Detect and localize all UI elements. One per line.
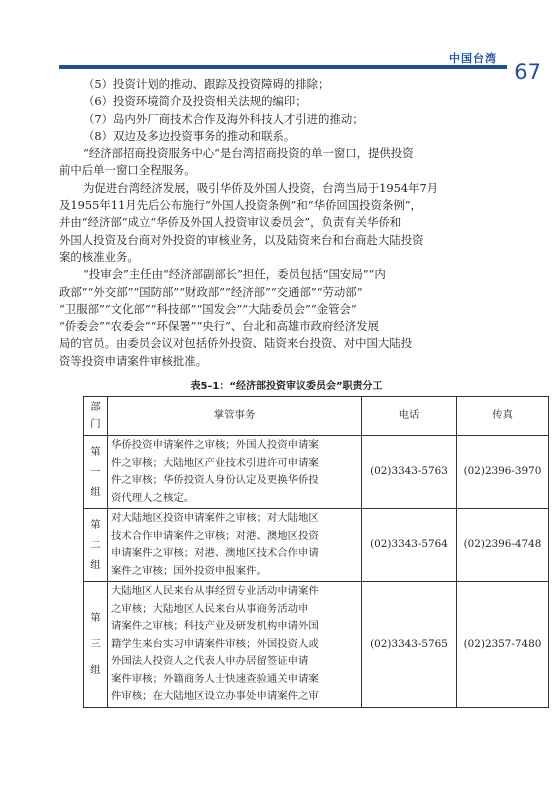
duty-line: 华侨投资申请案件之审核；外国人投资申请案 [111, 439, 319, 451]
dept-char: 第 [90, 519, 101, 531]
dept-cell [84, 436, 108, 509]
text-line: （5）投资计划的推动、跟踪及投资障碍的排除； [83, 77, 330, 91]
text-line: 外国人投资及台商对外投资的审核业务，以及陆资来台和台商赴大陆投资 [59, 232, 424, 247]
dept-char: 组 [90, 664, 101, 677]
dept-char: 第 [90, 446, 101, 458]
text-line: 及1955年11月先后公布施行“外国人投资条例”和“华侨回国投资条例”， [59, 198, 422, 213]
duty-line: 大陆地区人民来台从事经贸专业活动申请案件 [111, 585, 319, 597]
text-line: “侨委会”“农委会”“环保署”“央行”、台北和高雄市政府经济发展 [59, 319, 379, 334]
duty-line: 请案件之审核；科技产业及研发机构申请外国 [111, 620, 319, 632]
text-line: （8）双边及多边投资事务的推动和联系。 [83, 128, 296, 143]
duty-line: 之审核；大陆地区人民来台从事商务活动申 [111, 602, 309, 615]
duty-line: 技术合作申请案件之审核；对港、澳地区投资 [111, 529, 319, 542]
text-line: （7）岛内外厂商技术合作及海外科技人才引进的推动； [83, 111, 364, 126]
header-tel: 电话 [362, 397, 457, 436]
header-bar [59, 65, 507, 69]
duty-line: 件之审核；大陆地区产业技术引进许可申请案 [111, 456, 319, 469]
tel-cell: (02)3343-5763 [362, 436, 457, 509]
dept-char: 三 [90, 638, 101, 651]
fax-cell: (02)2396-4748 [457, 509, 549, 582]
duties-cell [108, 436, 362, 509]
text-line: “卫服部”“文化部”“科技部”“国发会”“大陆委员会”“金管会” [59, 301, 357, 316]
text-line: 局的官员。由委员会议对包括侨外投资、陆资来台投资、对中国大陆投 [59, 336, 413, 351]
header-dept [84, 397, 108, 436]
table-row [84, 509, 549, 582]
section-name: 中国台湾 [449, 52, 497, 65]
dept-cell [84, 582, 108, 708]
header-dept-char: 部 [90, 400, 101, 413]
table-caption: 表5–1：“经济部投资审议委员会”职责分工 [190, 381, 383, 392]
text-line: “经济部招商投资服务中心“是台湾招商投资的单一窗口，提供投资 [83, 146, 414, 161]
text-line: 政部”“外交部”“国防部”“财政部”“经济部”“交通部”“劳动部” [59, 284, 363, 299]
text-line: 资等投资申请案件审核批准。 [59, 353, 208, 368]
header-duties: 掌管事务 [108, 397, 362, 436]
duty-line: 案件之审核；国外投资申报案件。 [111, 564, 267, 577]
tel-cell: (02)3343-5765 [362, 582, 457, 708]
duty-line: 案件审核；外籍商务人士快速查验通关申请案 [111, 672, 319, 685]
table-row [84, 436, 549, 509]
text-line: 为促进台湾经济发展，吸引华侨及外国人投资，台湾当局于1954年7月 [83, 180, 439, 195]
fax-cell: (02)2396-3970 [457, 436, 549, 509]
fax-cell: (02)2357-7480 [457, 582, 549, 708]
body-text [59, 76, 514, 370]
table-row [84, 582, 549, 708]
dept-cell [84, 509, 108, 582]
duty-line: 籍学生来台实习申请案件审核；外国投资人或 [111, 637, 319, 650]
text-line: “投审会”主任由“经济部副部长”担任，委员包括“国安局”“内 [83, 267, 386, 282]
text-line: （6）投资环境简介及投资相关法规的编印； [83, 94, 307, 109]
dept-char: 第 [90, 612, 101, 625]
text-line: 案的核准业务。 [59, 249, 139, 264]
duty-line: 对大陆地区投资申请案件之审核；对大陆地区 [111, 512, 319, 524]
text-line: 前中后单一窗口全程服务。 [59, 163, 196, 178]
text-line: 并由“经济部”成立“华侨及外国人投资审议委员会”，负责有关华侨和 [59, 215, 402, 230]
page-number: 67 [514, 60, 541, 84]
duty-table [83, 396, 549, 708]
duties-cell [108, 509, 362, 582]
duty-line: 资代理人之核定。 [111, 491, 195, 504]
duty-line: 件之审核；华侨投资人身份认定及更换华侨投 [111, 474, 319, 486]
duty-line: 外国法人投资人之代表人申办居留签证申请 [111, 655, 309, 667]
header-dept-char: 门 [90, 418, 101, 430]
dept-char: 组 [90, 559, 101, 571]
dept-char: 一 [90, 466, 101, 478]
duty-line: 申请案件之审核；对港、澳地区技术合作申请 [111, 547, 319, 559]
header-fax: 传真 [457, 397, 549, 436]
tel-cell: (02)3343-5764 [362, 509, 457, 582]
table-header-row [84, 397, 549, 436]
duty-line: 件审核；在大陆地区设立办事处申请案件之审 [111, 690, 319, 702]
dept-char: 组 [90, 486, 101, 498]
duties-cell [108, 582, 362, 708]
dept-char: 二 [90, 539, 101, 551]
